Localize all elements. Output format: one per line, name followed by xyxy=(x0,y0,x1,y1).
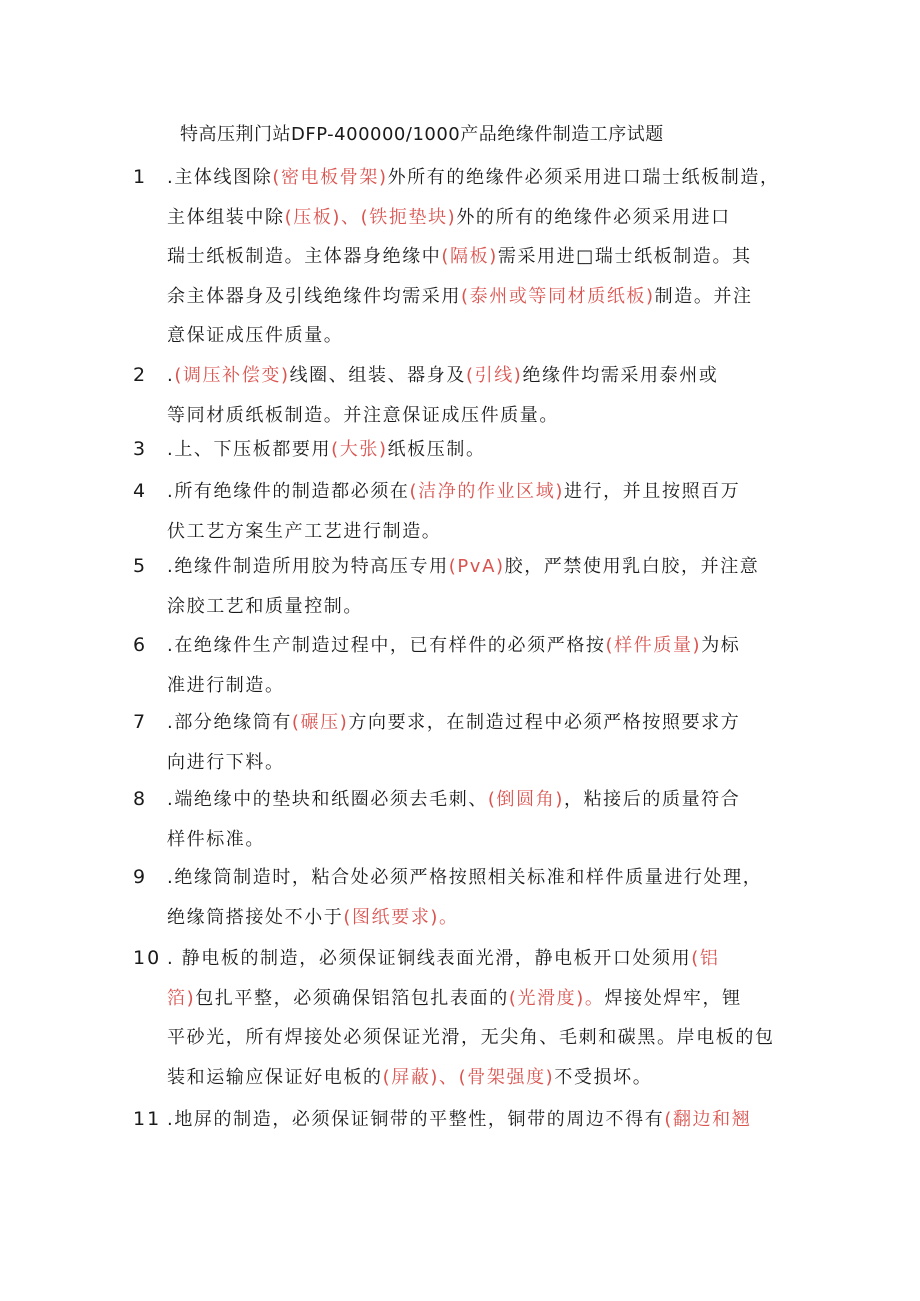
question-text: 瑞士纸板制造。主体器身绝缘中 xyxy=(167,246,442,267)
question-text-line xyxy=(167,860,762,895)
answer-text: (光滑度)。 xyxy=(508,987,605,1009)
question-number: 7 xyxy=(133,711,148,733)
question-text-line xyxy=(167,900,459,935)
question-text: 纸板压制。 xyxy=(387,439,486,460)
answer-text: (倒圆角) xyxy=(487,789,564,810)
question-text-line xyxy=(167,1102,751,1137)
question-text: 外所有的绝缘件必须采用进口瑞士纸板制造， xyxy=(387,167,780,188)
question-text: 装和运输应保证好电板的 xyxy=(167,1066,383,1088)
question-text: 样件标准。 xyxy=(167,828,265,850)
question-number: 8 xyxy=(133,788,148,810)
question-text: 需采用进□瑞士纸板制造。其 xyxy=(497,246,752,267)
document-title: 特高压荆门站DFP-400000/1000产品绝缘件制造工序试题 xyxy=(180,124,664,145)
question-text: 意保证成压件质量。 xyxy=(167,325,344,346)
question-text-line xyxy=(167,1020,775,1055)
question-text: 线圈、组装、器身及 xyxy=(289,365,466,386)
question-text-line xyxy=(167,160,780,195)
question-number: 5 xyxy=(133,555,148,577)
question-number: 6 xyxy=(133,634,148,656)
question-text-line xyxy=(167,782,740,817)
question-number: 9 xyxy=(133,866,148,888)
question-text-line xyxy=(167,981,742,1016)
question-text-line xyxy=(167,279,753,314)
question-text-line xyxy=(167,745,285,780)
answer-text: (铝 xyxy=(691,948,720,969)
question-text: 包扎平整，必须确保铝箔包扎表面的 xyxy=(195,987,509,1009)
question-text-line xyxy=(167,549,759,584)
question-text: 等同材质纸板制造。并注意保证成压件质量。 xyxy=(167,404,559,426)
question-text: 绝缘筒搭接处不小于 xyxy=(167,906,344,928)
question-number: 4 xyxy=(133,480,148,502)
question-number: 11 xyxy=(133,1108,162,1130)
question-text: .主体线图除 xyxy=(167,167,273,188)
question-number: 2 xyxy=(133,364,148,386)
question-text: 焊接处焊牢，锂 xyxy=(604,987,742,1009)
question-text-line xyxy=(167,514,441,549)
question-text: . xyxy=(167,365,175,386)
answer-text: (洁净的作业区域) xyxy=(409,481,564,502)
answer-text: 箔) xyxy=(167,987,196,1009)
question-text: 主体组装中除 xyxy=(167,206,285,228)
answer-text: (调压补偿变) xyxy=(174,365,290,386)
answer-text: (翻边和翘 xyxy=(664,1109,752,1130)
question-text: 为标 xyxy=(701,635,741,656)
question-text-line xyxy=(167,398,559,433)
question-text: 准进行制造。 xyxy=(167,674,285,696)
question-text: .绝缘件制造所用胶为特高压专用 xyxy=(167,556,449,577)
answer-text: (大张) xyxy=(331,439,388,460)
question-text: ，粘接后的质量符合 xyxy=(563,789,741,810)
question-text-line xyxy=(167,358,718,393)
question-text: 制造。并注 xyxy=(654,285,753,307)
answer-text: (碾压) xyxy=(291,712,349,733)
question-text-line xyxy=(167,200,731,235)
question-text: .绝缘筒制造时，粘合处必须严格按照相关标准和样件质量进行处理， xyxy=(167,867,763,888)
question-text-line xyxy=(167,941,719,976)
question-text: . 静电板的制造，必须保证铜线表面光滑，静电板开口处须用 xyxy=(167,948,692,969)
question-text: .端绝缘中的垫块和纸圈必须去毛刺、 xyxy=(167,789,488,810)
question-text: 余主体器身及引线绝缘件均需采用 xyxy=(167,285,461,307)
answer-text: (压板)、(铁扼垫块) xyxy=(284,206,457,228)
question-text-line xyxy=(167,628,740,663)
question-text: 方向要求，在制造过程中必须严格按照要求方 xyxy=(348,712,741,733)
question-number: 1 xyxy=(133,166,148,188)
question-text: 外的所有的绝缘件必须采用进口 xyxy=(456,206,731,228)
answer-text: (图纸要求)。 xyxy=(343,906,459,928)
question-text: .地屏的制造，必须保证铜带的平整性，铜带的周边不得有 xyxy=(167,1109,665,1130)
question-number: 10 xyxy=(133,947,162,969)
question-text-line xyxy=(167,474,740,509)
question-text-line xyxy=(167,705,740,740)
answer-text: (泰州或等同材质纸板) xyxy=(461,285,655,307)
question-text: .在绝缘件生产制造过程中，已有样件的必须严格按 xyxy=(167,635,606,656)
question-text: 不受损坏。 xyxy=(554,1066,653,1088)
question-text: 胶，严禁使用乳白胶，并注意 xyxy=(504,556,760,577)
answer-text: (密电板骨架) xyxy=(272,167,388,188)
question-text: 涂胶工艺和质量控制。 xyxy=(167,595,363,617)
question-text: 绝缘件均需采用泰州或 xyxy=(522,365,719,386)
answer-text: (隔板) xyxy=(441,246,498,267)
question-number: 3 xyxy=(133,438,148,460)
answer-text: (PvA) xyxy=(448,556,505,577)
question-text: .上、下压板都要用 xyxy=(167,439,332,460)
question-text: 向进行下料。 xyxy=(167,751,285,773)
question-text-line xyxy=(167,1060,652,1095)
question-text-line xyxy=(167,822,265,857)
question-text-line xyxy=(167,668,285,703)
question-text: .部分绝缘筒有 xyxy=(167,712,292,733)
answer-text: (引线) xyxy=(465,365,523,386)
question-text: .所有绝缘件的制造都必须在 xyxy=(167,481,410,502)
answer-text: (屏蔽)、(骨架强度) xyxy=(382,1066,555,1088)
question-text-line xyxy=(167,589,363,624)
question-text: 伏工艺方案生产工艺进行制造。 xyxy=(167,520,442,542)
question-text-line xyxy=(167,432,486,467)
question-text-line xyxy=(167,318,343,353)
answer-text: (样件质量) xyxy=(605,635,702,656)
question-text: 平砂光，所有焊接处必须保证光滑，无尖角、毛刺和碳黑。岸电板的包 xyxy=(167,1027,775,1048)
question-text: 进行，并且按照百万 xyxy=(563,481,741,502)
question-text-line xyxy=(167,239,752,274)
